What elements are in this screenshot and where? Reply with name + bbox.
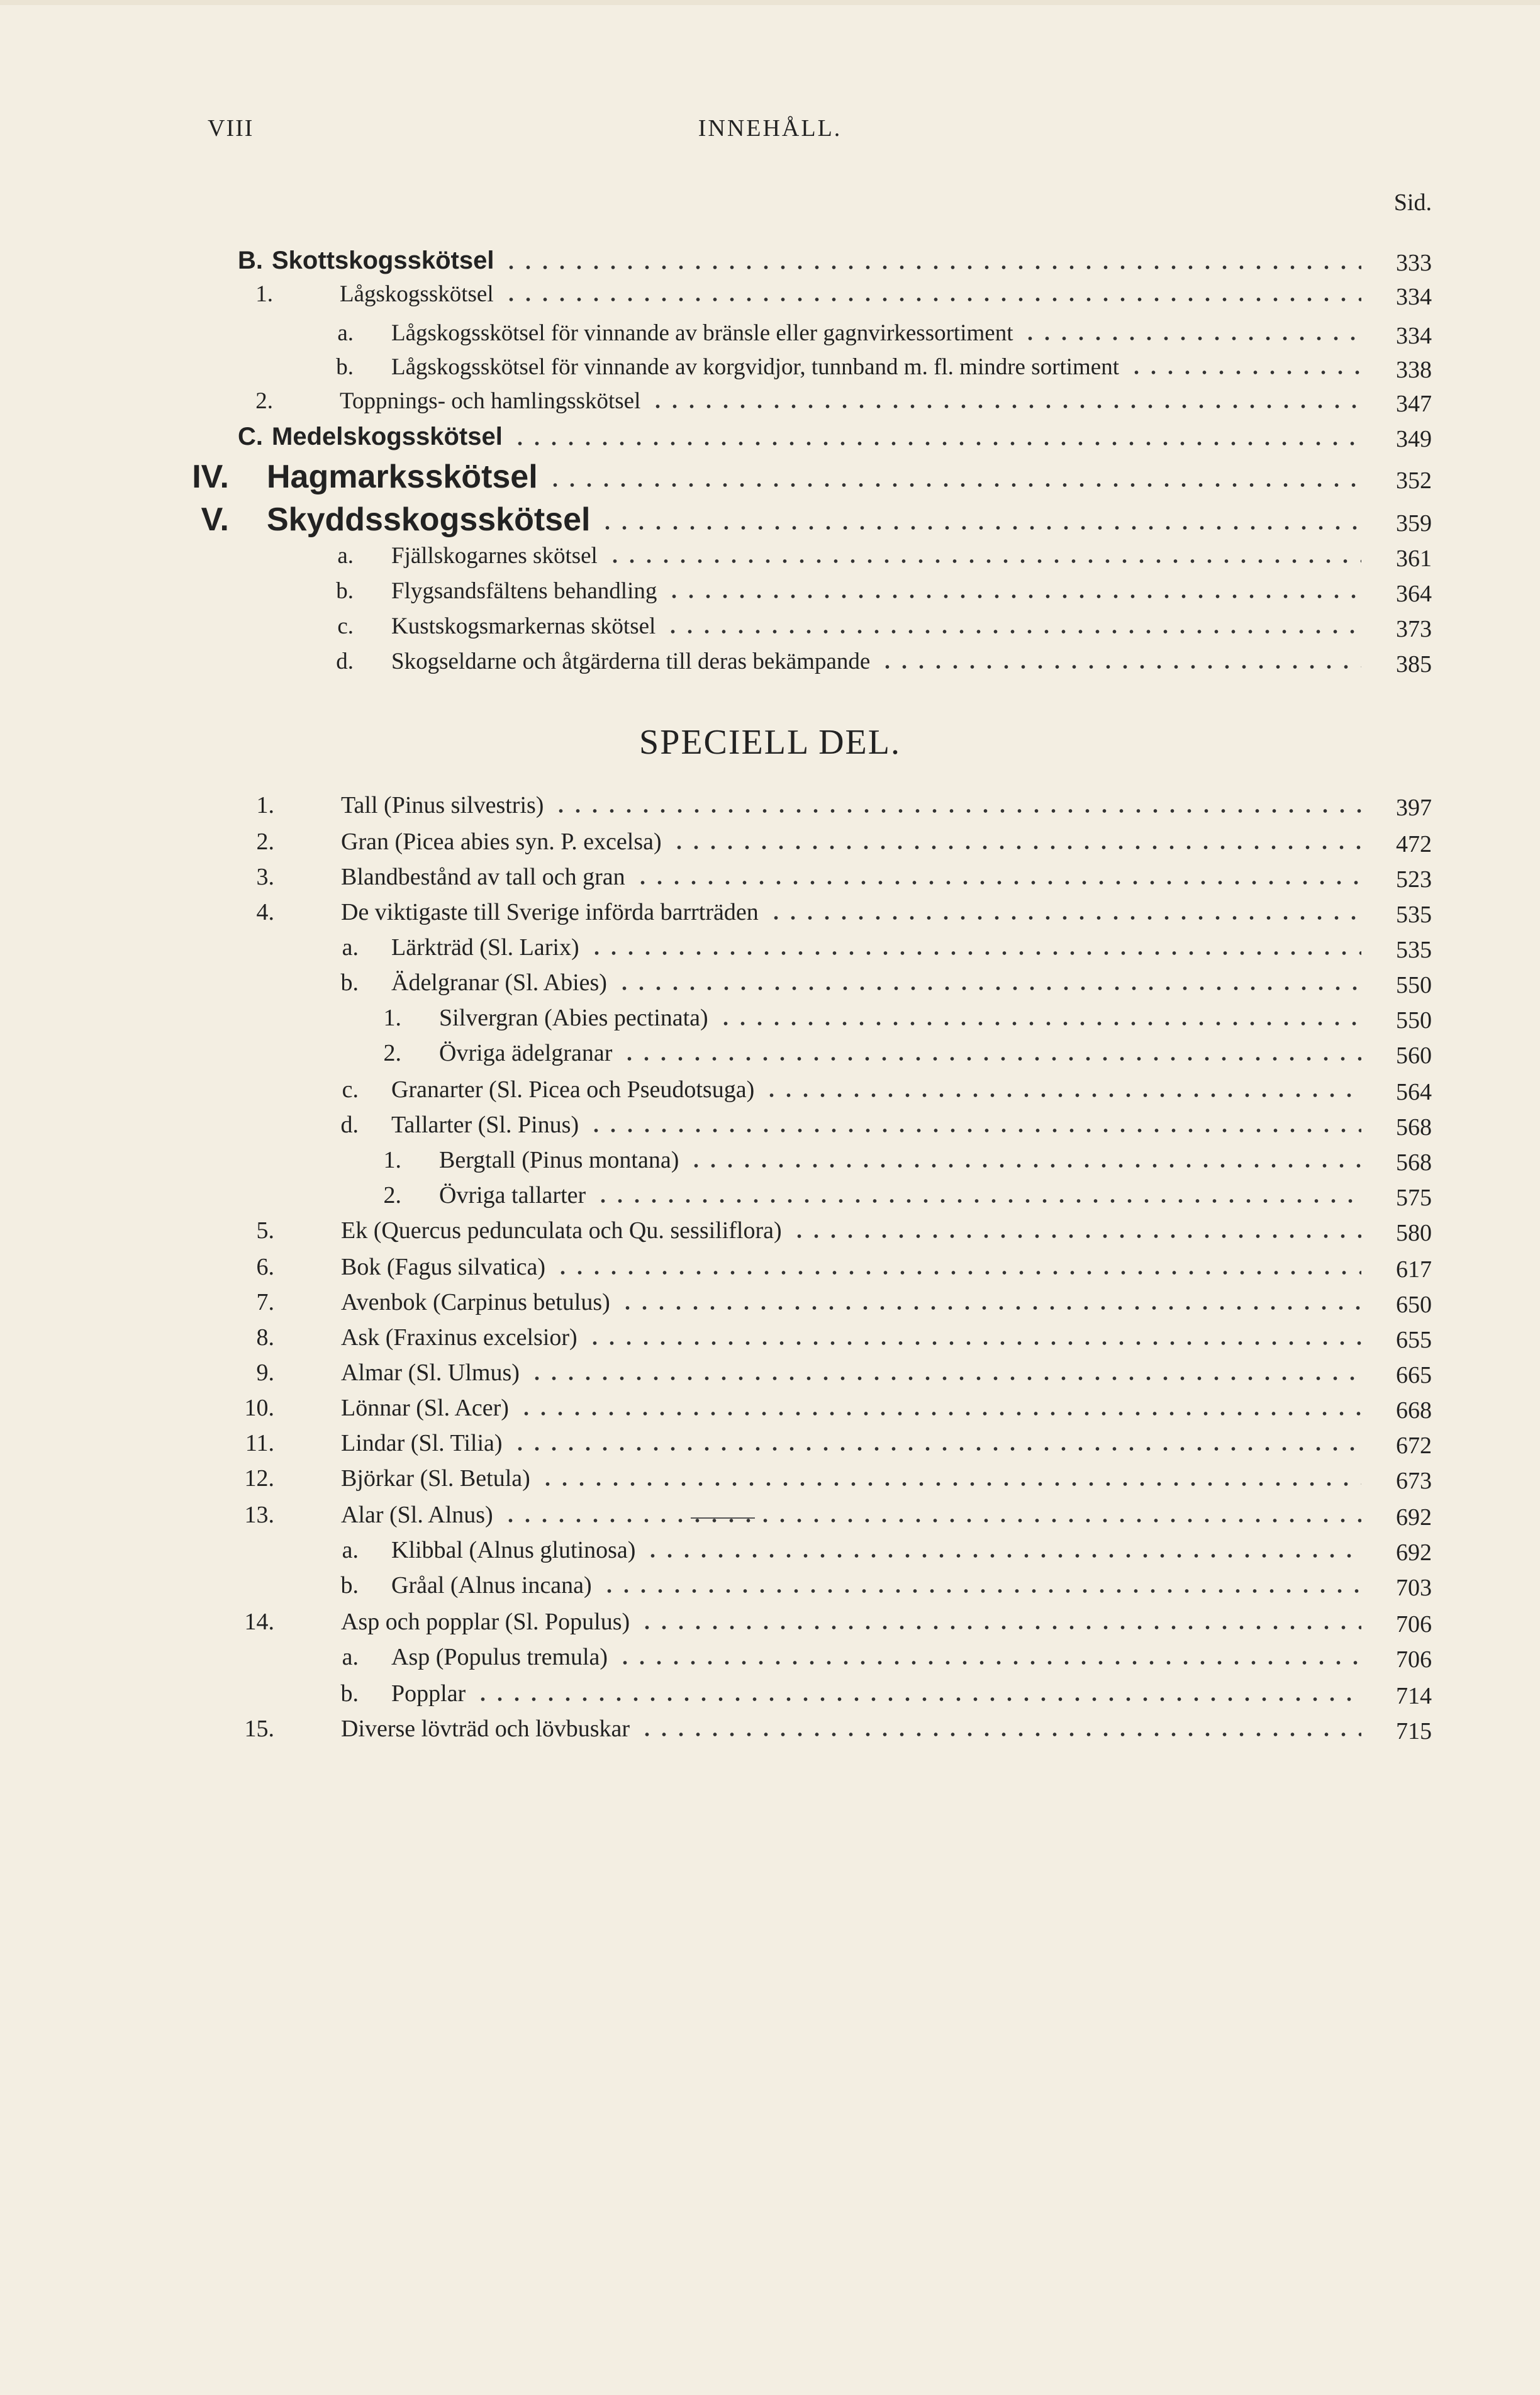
entry-title: Bok (Fagus silvatica) [341, 1254, 546, 1280]
dot-leader [528, 1372, 1361, 1385]
toc-entry [0, 1217, 1540, 1254]
toc-entry [0, 791, 1540, 829]
entry-page-number: 359 [1396, 510, 1432, 537]
toc-entry [0, 354, 1540, 391]
entry-page-number: 560 [1396, 1042, 1432, 1069]
toc-entry [0, 1181, 1540, 1219]
entry-page-number: 523 [1396, 866, 1432, 893]
entry-number: B. [238, 247, 263, 274]
toc-entry [0, 1039, 1540, 1077]
entry-number: 1. [383, 1005, 401, 1031]
entry-number: b. [340, 969, 359, 996]
entry-title: Lågskogsskötsel för vinnande av korgvidjor, tunnband m. fl. mindre sortiment [391, 354, 1119, 380]
toc-entry [0, 1394, 1540, 1432]
entry-page-number: 668 [1396, 1397, 1432, 1424]
entry-title: Björkar (Sl. Betula) [341, 1465, 530, 1492]
dot-leader [767, 912, 1361, 924]
entry-title: Avenbok (Carpinus betulus) [341, 1289, 610, 1315]
dot-leader [539, 1478, 1361, 1490]
dot-leader [503, 293, 1361, 306]
entry-number: 4. [256, 899, 274, 925]
entry-number: IV. [192, 459, 229, 495]
toc-entry [0, 1715, 1540, 1753]
entry-number: 2. [383, 1040, 401, 1066]
entry-page-number: 352 [1396, 467, 1432, 494]
dot-leader [666, 590, 1361, 603]
entry-page-number: 338 [1396, 357, 1432, 383]
dot-leader [588, 1124, 1361, 1137]
entry-title: Asp och popplar (Sl. Populus) [341, 1609, 630, 1635]
entry-number: 1. [255, 281, 273, 307]
dot-leader [664, 625, 1361, 638]
dot-leader [502, 1514, 1361, 1527]
toc-entry [0, 648, 1540, 686]
toc-entry [0, 501, 1540, 539]
entry-page-number: 564 [1396, 1079, 1432, 1105]
entry-title: Skyddsskogsskötsel [267, 501, 591, 538]
entry-number: b. [340, 1680, 359, 1707]
entry-title: Hagmarksskötsel [267, 459, 538, 495]
toc-entry [0, 1111, 1540, 1149]
entry-title: Skogseldarne och åtgärderna till deras bekämpande [391, 649, 871, 674]
entry-title: Toppnings- och hamlingsskötsel [340, 388, 641, 414]
toc-entry [0, 1004, 1540, 1042]
dot-leader [619, 1302, 1361, 1314]
toc-entry [0, 1501, 1540, 1539]
entry-title: Granarter (Sl. Picea och Pseudotsuga) [391, 1076, 755, 1103]
entry-number: 2. [383, 1182, 401, 1209]
toc-entry [0, 281, 1540, 318]
entry-number: 10. [244, 1395, 274, 1421]
dot-leader [511, 437, 1361, 450]
dot-leader [617, 1656, 1361, 1669]
entry-title: Lönnar (Sl. Acer) [341, 1395, 509, 1421]
entry-page-number: 580 [1396, 1220, 1432, 1246]
dot-leader [791, 1230, 1361, 1242]
entry-title: Gran (Picea abies syn. P. excelsa) [341, 829, 662, 855]
toc-entry [0, 1608, 1540, 1646]
dot-leader [621, 1052, 1361, 1065]
entry-number: 5. [256, 1217, 274, 1244]
entry-page-number: 349 [1396, 426, 1432, 452]
toc-entry [0, 578, 1540, 615]
entry-number: 2. [255, 388, 273, 414]
toc-entry [0, 388, 1540, 425]
dot-leader [594, 1195, 1361, 1207]
entry-title: Lärkträd (Sl. Larix) [391, 934, 579, 961]
sid-column-label: Sid. [1393, 189, 1432, 216]
entry-page-number: 333 [1396, 250, 1432, 276]
dot-leader [586, 1337, 1361, 1349]
page-edge [0, 0, 1540, 5]
dot-leader [552, 805, 1361, 817]
entry-title: Övriga tallarter [439, 1182, 586, 1209]
toc-entry [0, 1076, 1540, 1114]
entry-page-number: 347 [1396, 391, 1432, 417]
toc-entry [0, 1429, 1540, 1467]
entry-page-number: 397 [1396, 795, 1432, 821]
entry-title: Silvergran (Abies pectinata) [439, 1005, 708, 1031]
entry-number: b. [336, 578, 354, 604]
dot-leader [588, 947, 1361, 959]
toc-entry [0, 1680, 1540, 1717]
dot-leader [503, 261, 1361, 274]
closing-rule [691, 1517, 755, 1519]
dot-leader [688, 1159, 1361, 1172]
entry-page-number: 334 [1396, 284, 1432, 310]
page-folio: VIII [208, 115, 254, 142]
toc-entry [0, 1253, 1540, 1291]
toc-entry [0, 1288, 1540, 1326]
entry-number: a. [337, 543, 354, 569]
toc-entry [0, 863, 1540, 901]
dot-leader [599, 522, 1361, 534]
entry-page-number: 714 [1396, 1683, 1432, 1709]
entry-page-number: 535 [1396, 902, 1432, 928]
entry-page-number: 535 [1396, 937, 1432, 963]
entry-title: Ek (Quercus pedunculata och Qu. sessiliflora) [341, 1217, 782, 1244]
entry-number: c. [337, 613, 354, 639]
dot-leader [601, 1585, 1361, 1597]
entry-page-number: 568 [1396, 1114, 1432, 1141]
dot-leader [639, 1621, 1361, 1634]
entry-page-number: 650 [1396, 1292, 1432, 1318]
dot-leader [634, 876, 1361, 889]
entry-number: d. [336, 649, 354, 674]
toc-entry [0, 969, 1540, 1007]
entry-title: Fjällskogarnes skötsel [391, 543, 598, 569]
entry-page-number: 550 [1396, 972, 1432, 998]
entry-number: 13. [244, 1502, 274, 1528]
toc-entry [0, 423, 1540, 461]
dot-leader [554, 1266, 1361, 1279]
entry-page-number: 655 [1396, 1327, 1432, 1353]
toc-entry [0, 542, 1540, 580]
entry-number: 11. [245, 1430, 274, 1456]
entry-title: Asp (Populus tremula) [391, 1644, 608, 1670]
toc-entry [0, 1146, 1540, 1184]
dot-leader [1128, 366, 1361, 379]
dot-leader [547, 479, 1361, 491]
entry-title: Ask (Fraxinus excelsior) [341, 1324, 578, 1351]
entry-page-number: 692 [1396, 1539, 1432, 1566]
dot-leader [511, 1443, 1361, 1455]
entry-page-number: 334 [1396, 323, 1432, 349]
toc-entry [0, 898, 1540, 936]
entry-number: a. [342, 1644, 359, 1670]
entry-number: 12. [244, 1465, 274, 1492]
entry-title: Klibbal (Alnus glutinosa) [391, 1537, 636, 1563]
toc-entry [0, 1465, 1540, 1502]
entry-page-number: 550 [1396, 1007, 1432, 1034]
page-title: INNEHÅLL. [698, 115, 842, 142]
dot-leader [763, 1089, 1361, 1102]
entry-title: Alar (Sl. Alnus) [341, 1502, 493, 1528]
entry-title: Ädelgranar (Sl. Abies) [391, 969, 607, 996]
entry-title: Blandbestånd av tall och gran [341, 864, 625, 890]
entry-number: 14. [244, 1609, 274, 1635]
entry-number: b. [340, 1572, 359, 1599]
entry-number: 9. [256, 1359, 274, 1386]
entry-title: Tallarter (Sl. Pinus) [391, 1112, 579, 1138]
toc-entry [0, 1359, 1540, 1397]
toc-entry [0, 613, 1540, 650]
dot-leader [616, 982, 1361, 995]
entry-page-number: 617 [1396, 1256, 1432, 1283]
entry-title: Övriga ädelgranar [439, 1040, 613, 1066]
entry-title: Popplar [391, 1680, 466, 1707]
entry-page-number: 706 [1396, 1611, 1432, 1638]
entry-number: 3. [256, 864, 274, 890]
entry-page-number: 385 [1396, 651, 1432, 678]
entry-page-number: 373 [1396, 616, 1432, 642]
toc-entry [0, 320, 1540, 357]
entry-page-number: 575 [1396, 1185, 1432, 1211]
section-title: SPECIELL DEL. [639, 723, 901, 762]
toc-entry [0, 247, 1540, 284]
dot-leader [639, 1728, 1361, 1741]
dot-leader [518, 1407, 1361, 1420]
entry-title: Medelskogsskötsel [272, 423, 503, 450]
toc-entry [0, 1536, 1540, 1574]
entry-title: Almar (Sl. Ulmus) [341, 1359, 520, 1386]
entry-number: d. [340, 1112, 359, 1138]
entry-number: 6. [256, 1254, 274, 1280]
entry-page-number: 361 [1396, 545, 1432, 572]
entry-page-number: 364 [1396, 581, 1432, 607]
toc-entry [0, 828, 1540, 866]
entry-title: Flygsandsfältens behandling [391, 578, 657, 604]
dot-leader [879, 661, 1361, 673]
entry-number: C. [238, 423, 263, 450]
dot-leader [649, 400, 1361, 413]
entry-number: 7. [256, 1289, 274, 1315]
entry-number: 2. [256, 829, 274, 855]
toc-entry [0, 1643, 1540, 1681]
entry-page-number: 692 [1396, 1504, 1432, 1531]
entry-title: Gråal (Alnus incana) [391, 1572, 592, 1599]
entry-page-number: 673 [1396, 1468, 1432, 1494]
toc-entry [0, 458, 1540, 496]
entry-page-number: 706 [1396, 1646, 1432, 1673]
entry-title: Lågskogsskötsel [340, 281, 494, 307]
entry-title: Lågskogsskötsel för vinnande av bränsle eller gagnvirkessortiment [391, 320, 1013, 346]
entry-number: 1. [256, 792, 274, 818]
dot-leader [474, 1693, 1361, 1706]
running-head [208, 114, 1332, 152]
entry-number: 8. [256, 1324, 274, 1351]
entry-number: c. [342, 1076, 359, 1103]
entry-page-number: 568 [1396, 1149, 1432, 1176]
entry-page-number: 703 [1396, 1575, 1432, 1601]
dot-leader [606, 555, 1361, 567]
toc-entry [0, 1572, 1540, 1609]
entry-number: a. [342, 934, 359, 961]
dot-leader [1022, 332, 1361, 345]
entry-number: b. [336, 354, 354, 380]
entry-number: a. [342, 1537, 359, 1563]
entry-page-number: 672 [1396, 1432, 1432, 1459]
entry-title: De viktigaste till Sverige införda barrträden [341, 899, 759, 925]
toc-entry [0, 1324, 1540, 1361]
entry-number: V. [201, 501, 229, 538]
entry-page-number: 715 [1396, 1718, 1432, 1745]
entry-title: Bergtall (Pinus montana) [439, 1147, 679, 1173]
entry-title: Kustskogsmarkernas skötsel [391, 613, 656, 639]
dot-leader [644, 1549, 1361, 1562]
entry-number: 1. [383, 1147, 401, 1173]
entry-page-number: 665 [1396, 1362, 1432, 1388]
entry-title: Lindar (Sl. Tilia) [341, 1430, 503, 1456]
entry-title: Tall (Pinus silvestris) [341, 792, 544, 818]
dot-leader [717, 1017, 1361, 1030]
dot-leader [671, 841, 1361, 854]
toc-entry [0, 934, 1540, 971]
entry-number: a. [337, 320, 354, 346]
entry-number: 15. [244, 1716, 274, 1742]
entry-title: Diverse lövträd och lövbuskar [341, 1716, 630, 1742]
entry-title: Skottskogsskötsel [272, 247, 494, 274]
entry-page-number: 472 [1396, 831, 1432, 857]
